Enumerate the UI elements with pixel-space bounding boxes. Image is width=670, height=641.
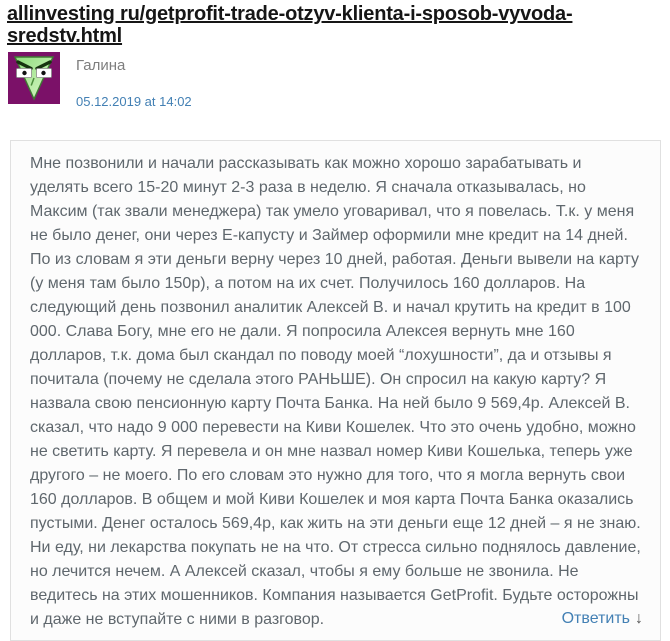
down-arrow-icon[interactable]: ↓ — [635, 610, 643, 627]
avatar — [8, 52, 60, 104]
comment-author: Галина — [76, 57, 126, 74]
comment-meta — [8, 52, 670, 108]
wavatar-monster-face-icon — [8, 52, 60, 104]
comment-meta-text — [76, 52, 192, 108]
comment-body: Мне позвонили и начали рассказывать как можно хорошо зарабатывать и уделять всего 15-20 минут 2-3 раза в неделю. Я сначала отказывалась, но Максим (так звали менеджера) так умело уговаривал, что я повелась. Т.к. у меня не было денег, они через Е-капусту и Займер оформили мне кредит на 14 дней. По из словам я эти деньги верну через 10 дней, работая. Деньги вывели на карту (у меня там было 150р), а потом на их счет. Получилось 160 долларов. На следующий день позвонил аналитик Алексей В. и начал крутить на кредит в 100 000. Слава Богу, мне его не дали. Я попросила Алексея вернуть мне 160 долларов, т.к. дома был скандал по поводу моей “лохушности”, да и отзывы я почитала (почему не сделала этого РАНЬШЕ). Он спросил на какую карту? Я назвала свою пенсионную карту Почта Банка. На ней было 9 569,4р. Алексей В. сказал, что надо 9 000 перевести на Киви Кошелек. Что это очень удобно, можно не светить карту. Я перевела и он мне назвал номер Киви Кошелька, теперь уже другого – не моего. По его словам это нужно для того, что я могла вернуть свои 160 долларов. В общем и мой Киви Кошелек и моя карта Почта Банка оказались пустыми. Денег осталось 569,4р, как жить на эти деньги еще 12 дней – я не знаю. Ни еду, ни лекарства покупать не на что. От стресса сильно поднялось давление, но лечится нечем. А Алексей сказал, чтобы я ему больше не звонила. Не ведитесь на этих мошенников. Компания называется GetProfit. Будьте осторожны и даже не вступайте с ними в разговор. — [30, 155, 641, 628]
reply-row — [562, 609, 643, 629]
comment-box — [10, 140, 661, 641]
reply-link[interactable]: Ответить — [561, 610, 630, 627]
page — [0, 3, 670, 641]
comment-timestamp-link[interactable]: 05.12.2019 at 14:02 — [76, 94, 192, 109]
page-title-link[interactable]: allinvesting ru/getprofit-trade-otzyv-klienta-i-sposob-vyvoda-sredstv.html — [7, 3, 573, 47]
